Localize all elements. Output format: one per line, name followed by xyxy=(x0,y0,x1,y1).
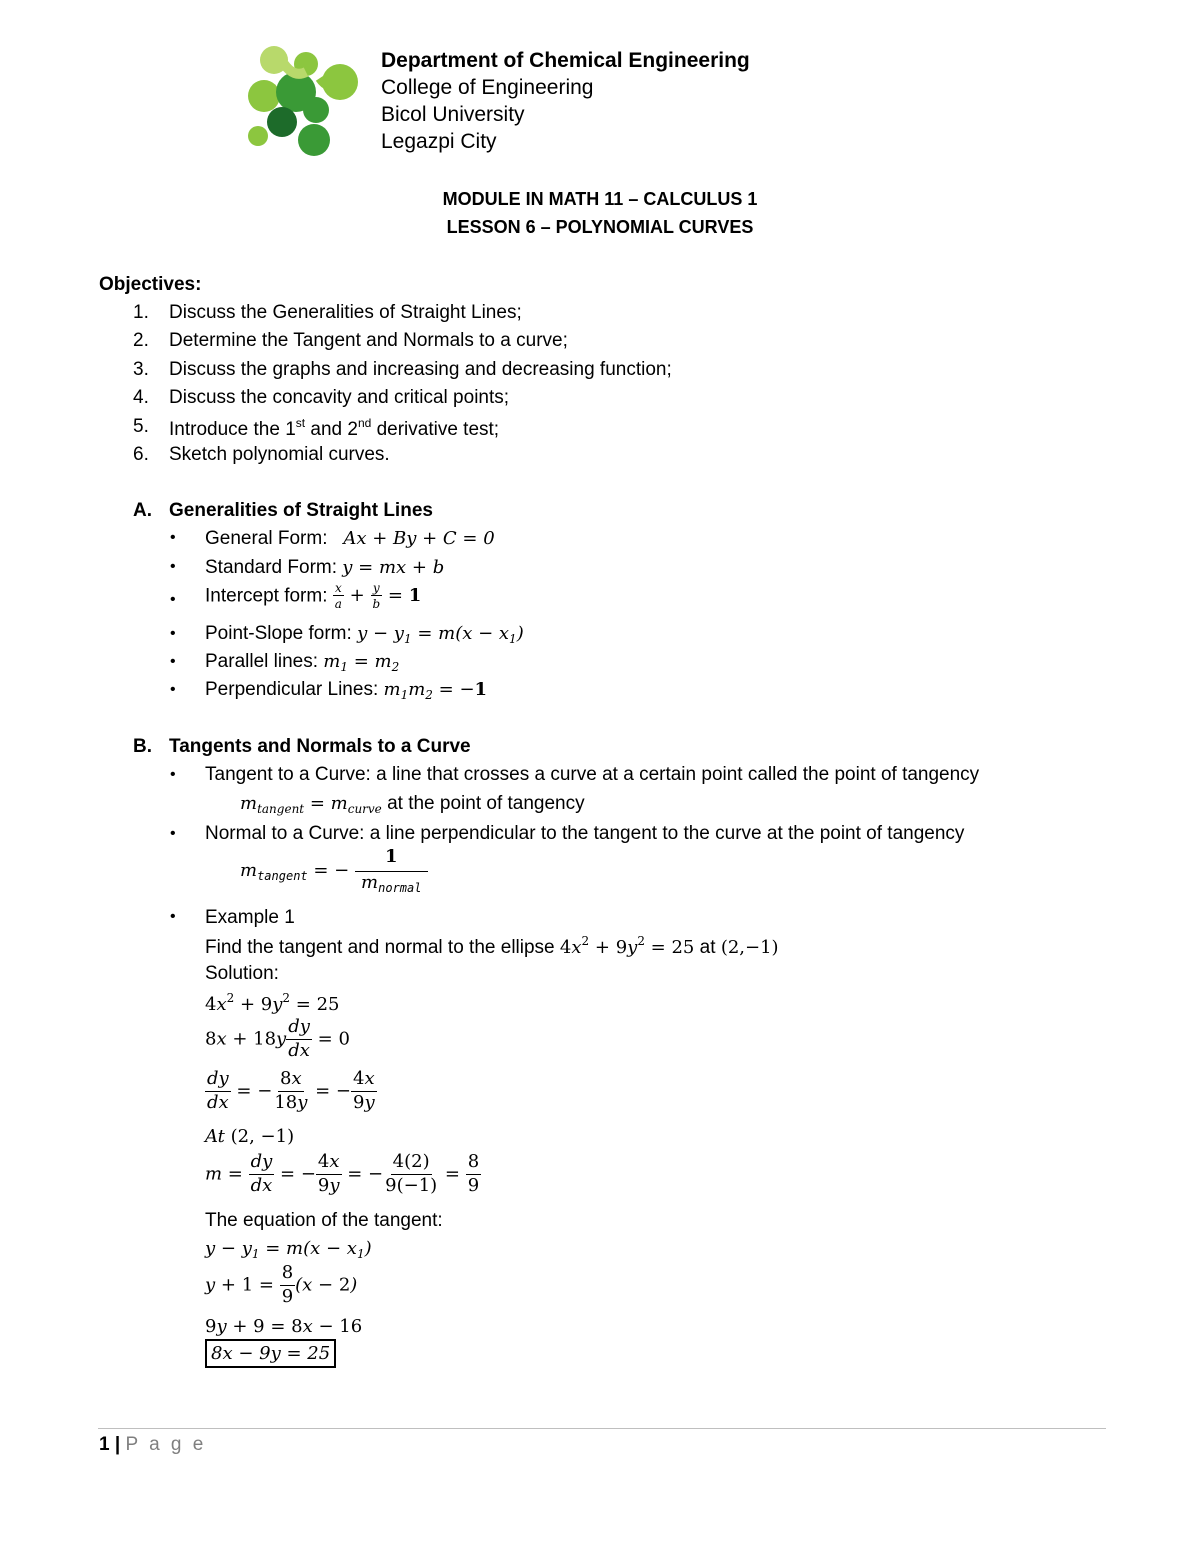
university-logo xyxy=(244,44,368,158)
section-a-heading: Generalities of Straight Lines xyxy=(169,500,433,521)
objective-number: 6. xyxy=(133,444,149,465)
solution-step-2: 8x + 18y $\frac{dy}{dx}$ = 0 xyxy=(205,1016,350,1061)
bullet-icon: • xyxy=(170,529,176,546)
normal-definition: Normal to a Curve: a line perpendicular to the tangent to the curve at the point of tangency xyxy=(205,823,965,844)
superscript: st xyxy=(295,416,306,430)
objective-number: 3. xyxy=(133,359,149,380)
department-name: Department of Chemical Engineering xyxy=(381,49,750,72)
general-form xyxy=(205,529,495,548)
bullet-icon: • xyxy=(170,825,176,842)
standard-form xyxy=(205,558,444,577)
equation: $m_{tangent} = m_{curve}$ xyxy=(240,793,382,816)
equation: y = mx + b xyxy=(342,557,445,578)
bullet-icon: • xyxy=(170,766,176,783)
logo-blob xyxy=(248,126,268,146)
bullet-icon: • xyxy=(170,908,176,925)
point-slope-form xyxy=(205,624,524,645)
objective-number: 2. xyxy=(133,330,149,351)
equation: $\frac{x}{a}$ + $\frac{y}{b}$ = 1 xyxy=(334,581,422,611)
section-b-heading: Tangents and Normals to a Curve xyxy=(169,736,471,757)
prompt-text: Find the tangent and normal to the ellipse xyxy=(205,937,555,958)
superscript: nd xyxy=(357,416,372,430)
bullet-icon: • xyxy=(170,558,176,575)
page-label: P a g e xyxy=(125,1434,207,1455)
tangent-definition: Tangent to a Curve: a line that crosses a curve at a certain point called the point of tangency xyxy=(205,764,980,785)
equation: $y - y_1 = m(x - x_1)$ xyxy=(357,623,524,646)
objective-text-part: derivative test; xyxy=(371,419,500,440)
section-letter: A. xyxy=(133,500,152,521)
example-label: Example 1 xyxy=(205,907,295,928)
objective-number: 5. xyxy=(133,416,149,437)
objective-text: Sketch polynomial curves. xyxy=(169,444,390,465)
city-name: Legazpi City xyxy=(381,130,497,153)
logo-blob xyxy=(303,97,329,123)
bullet-icon: • xyxy=(170,681,176,698)
equation: $4x^2 + 9y^2 = 25$ xyxy=(559,934,695,958)
lesson-title: LESSON 6 – POLYNOMIAL CURVES xyxy=(446,217,754,237)
logo-blob xyxy=(267,107,297,137)
objective-number: 1. xyxy=(133,302,149,323)
label: Parallel lines: xyxy=(205,651,318,672)
equation: Ax + By + C = 0 xyxy=(343,528,495,549)
university-name: Bicol University xyxy=(381,103,525,126)
solution-step-5: m = $\frac{dy}{dx}$ = − $\frac{4x}{9y}$ = − $\frac{4(2)}{9(-1)}$ = $\frac{8}{9}$ xyxy=(205,1151,480,1196)
objective-number: 4. xyxy=(133,387,149,408)
solution-step-1: $4x^2 + 9y^2 = 25$ xyxy=(205,991,340,1015)
label: General Form: xyxy=(205,528,328,549)
bullet-icon: • xyxy=(170,591,176,608)
label: Intercept form: xyxy=(205,585,328,607)
footer-separator: | xyxy=(114,1434,121,1455)
bullet-icon: • xyxy=(170,653,176,670)
objective-text-part: Introduce the 1 xyxy=(169,419,296,440)
objective-text: Discuss the concavity and critical points; xyxy=(169,387,510,408)
objective-text-part: and 2 xyxy=(305,419,358,440)
intercept-form xyxy=(205,582,421,610)
objective-text: Determine the Tangent and Normals to a curve; xyxy=(169,330,568,351)
label: Perpendicular Lines: xyxy=(205,679,379,700)
parallel-lines xyxy=(205,652,399,673)
label: Point-Slope form: xyxy=(205,623,352,644)
solution-step-8: 9y + 9 = 8x − 16 xyxy=(205,1316,363,1337)
objectives-heading: Objectives: xyxy=(99,274,202,295)
normal-slope-relation: $m_{tangent}$ = − $\frac{1}{m_{normal}}$ xyxy=(240,848,428,894)
equation: $m_1m_2 = -1$ xyxy=(383,679,488,702)
section-letter: B. xyxy=(133,736,152,757)
objective-text: Discuss the graphs and increasing and decreasing function; xyxy=(169,359,672,380)
example-prompt xyxy=(205,935,779,957)
objective-text xyxy=(169,417,499,439)
logo-blob xyxy=(248,80,280,112)
point: (2,−1) xyxy=(720,937,779,958)
final-answer xyxy=(205,1345,336,1363)
objective-text: Discuss the Generalities of Straight Lines; xyxy=(169,302,522,323)
tangent-slope-relation xyxy=(240,794,585,815)
perpendicular-lines xyxy=(205,680,487,701)
label: Standard Form: xyxy=(205,557,337,578)
tangent-equation-label: The equation of the tangent: xyxy=(205,1210,443,1231)
solution-step-4: At (2, −1) xyxy=(205,1126,295,1147)
prompt-text: at xyxy=(699,937,716,958)
module-title: MODULE IN MATH 11 – CALCULUS 1 xyxy=(442,189,758,209)
logo-blob xyxy=(298,124,330,156)
bullet-icon: • xyxy=(170,625,176,642)
suffix-text: at the point of tangency xyxy=(387,793,585,814)
college-name: College of Engineering xyxy=(381,76,594,99)
answer-box: 8x − 9y = 25 xyxy=(205,1339,336,1368)
footer xyxy=(99,1435,206,1454)
solution-step-3: $\frac{dy}{dx}$ = − $\frac{8x}{18y}$ = − $\frac{4x}{9y}$ xyxy=(207,1068,375,1113)
equation: $m_1 = m_2$ xyxy=(323,651,400,674)
solution-step-7: y + 1 = $\frac{8}{9}$ (x − 2) xyxy=(205,1262,358,1307)
solution-label: Solution: xyxy=(205,963,279,984)
footer-divider xyxy=(98,1428,1106,1429)
page-number: 1 xyxy=(99,1434,110,1455)
solution-step-6: $y - y_1 = m(x - x_1)$ xyxy=(205,1238,372,1261)
